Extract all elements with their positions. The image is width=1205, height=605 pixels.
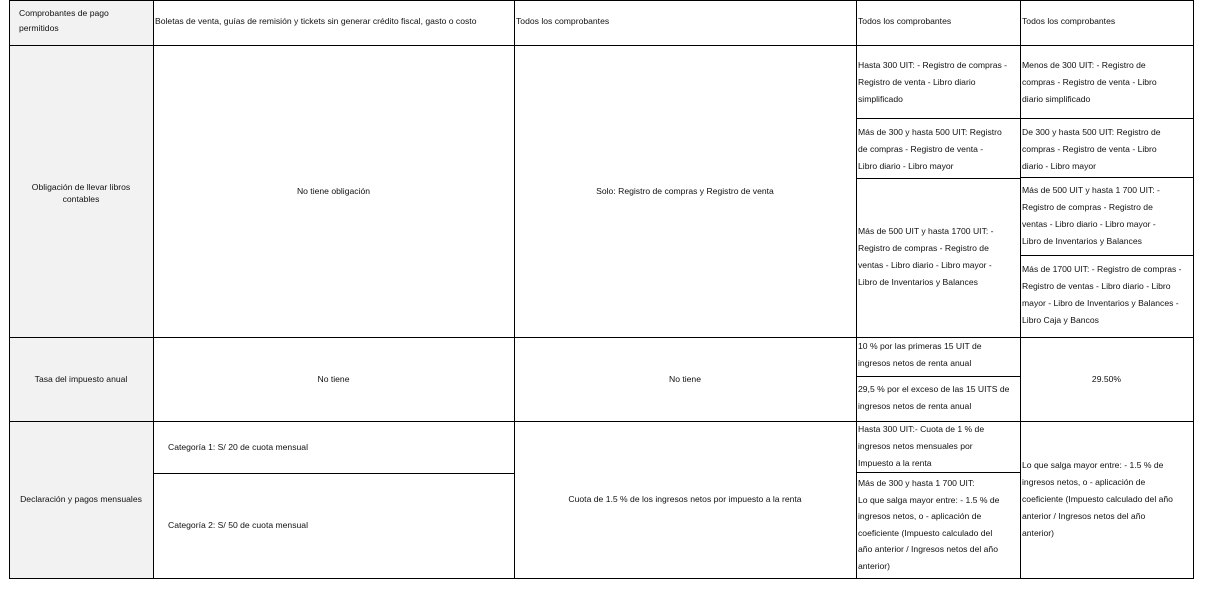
libros-col1: No tiene obligación bbox=[296, 185, 371, 196]
grid-line bbox=[9, 0, 1194, 1]
declaracion-col3-300-1700: Más de 300 y hasta 1 700 UIT: Lo que salga mayor entre: - 1.5 % de ingresos netos, o - aplicación de coeficiente (Impuesto calculado del año anterior / Ingresos netos del año anterior) bbox=[858, 478, 1000, 571]
libros-col3-hasta-300: Hasta 300 UIT: - Registro de compras - Registro de venta - Libro diario simplificado bbox=[858, 60, 1008, 104]
grid-line bbox=[9, 0, 10, 579]
grid-line bbox=[153, 473, 514, 474]
comprobantes-col1: Boletas de venta, guías de remisión y tickets sin generar crédito fiscal, gasto o costo bbox=[155, 16, 477, 26]
libros-col4-menos-300: Menos de 300 UIT: - Registro de compras - Registro de venta - Libro diario simplificado bbox=[1022, 60, 1157, 104]
grid-line bbox=[514, 0, 515, 579]
tasa-col3-primeras-15: 10 % por las primeras 15 UIT de ingresos netos de renta anual bbox=[858, 341, 982, 368]
libros-col2: Solo: Registro de compras y Registro de venta bbox=[596, 185, 774, 196]
libros-col3-500-1700: Más de 500 UIT y hasta 1700 UIT: - Registro de compras - Registro de ventas - Libro diario - Libro mayor - Libro de Inventarios y Balances bbox=[858, 226, 994, 287]
libros-col3-300-500: Más de 300 y hasta 500 UIT: Registro de compras - Registro de venta - Libro diario - Libro mayor bbox=[858, 127, 1002, 171]
libros-col4-mas-1700: Más de 1700 UIT: - Registro de compras - Registro de ventas - Libro diario - Libro mayor - Libro de Inventarios y Balances - Libro Caja y Bancos bbox=[1022, 264, 1182, 325]
grid-line bbox=[856, 118, 1194, 119]
comprobantes-col3: Todos los comprobantes bbox=[858, 16, 952, 26]
tasa-col1: No tiene bbox=[317, 373, 350, 384]
grid-line bbox=[856, 472, 1020, 473]
declaracion-col2: Cuota de 1.5 % de los ingresos netos por impuesto a la renta bbox=[568, 494, 802, 504]
grid-line bbox=[9, 578, 1194, 579]
grid-line bbox=[9, 421, 1194, 422]
grid-line bbox=[1193, 0, 1194, 579]
comprobantes-col4: Todos los comprobantes bbox=[1022, 16, 1116, 26]
grid-line bbox=[153, 0, 154, 579]
row-label-tasa: Tasa del impuesto anual bbox=[9, 337, 153, 421]
tasa-col2: No tiene bbox=[668, 373, 701, 384]
grid-line bbox=[856, 178, 1020, 179]
row-label-libros: Obligación de llevar libros contables bbox=[9, 45, 153, 337]
grid-line bbox=[9, 337, 1194, 338]
grid-line bbox=[1020, 255, 1194, 256]
grid-line bbox=[856, 0, 857, 579]
grid-line bbox=[1020, 177, 1194, 178]
declaracion-col4: Lo que salga mayor entre: - 1.5 % de ingresos netos, o - aplicación de coeficiente (Impuesto calculado del año anterior / Ingresos netos del año anterior) bbox=[1022, 460, 1173, 538]
comprobantes-col2: Todos los comprobantes bbox=[516, 16, 610, 26]
declaracion-categoria-2: Categoría 2: S/ 50 de cuota mensual bbox=[168, 520, 308, 530]
grid-line bbox=[9, 45, 1194, 46]
row-label-declaracion: Declaración y pagos mensuales bbox=[9, 421, 153, 578]
tasa-col4: 29.50% bbox=[1091, 373, 1122, 384]
libros-col4-300-500: De 300 y hasta 500 UIT: Registro de compras - Registro de venta - Libro diario - Libro mayor bbox=[1022, 127, 1161, 171]
tasa-col3-exceso-15: 29,5 % por el exceso de las 15 UITS de ingresos netos de renta anual bbox=[858, 384, 1010, 411]
grid-line bbox=[1020, 0, 1021, 579]
libros-col4-500-1700: Más de 500 UIT y hasta 1 700 UIT: - Registro de compras - Registro de ventas - Libro diario - Libro mayor - Libro de Inventarios y Balances bbox=[1022, 185, 1160, 246]
declaracion-categoria-1: Categoría 1: S/ 20 de cuota mensual bbox=[168, 441, 308, 452]
grid-line bbox=[856, 376, 1020, 377]
declaracion-col3-hasta-300: Hasta 300 UIT:- Cuota de 1 % de ingresos netos mensuales por Impuesto a la renta bbox=[858, 424, 985, 468]
row-label-comprobantes: Comprobantes de pago permitidos bbox=[9, 1, 153, 45]
